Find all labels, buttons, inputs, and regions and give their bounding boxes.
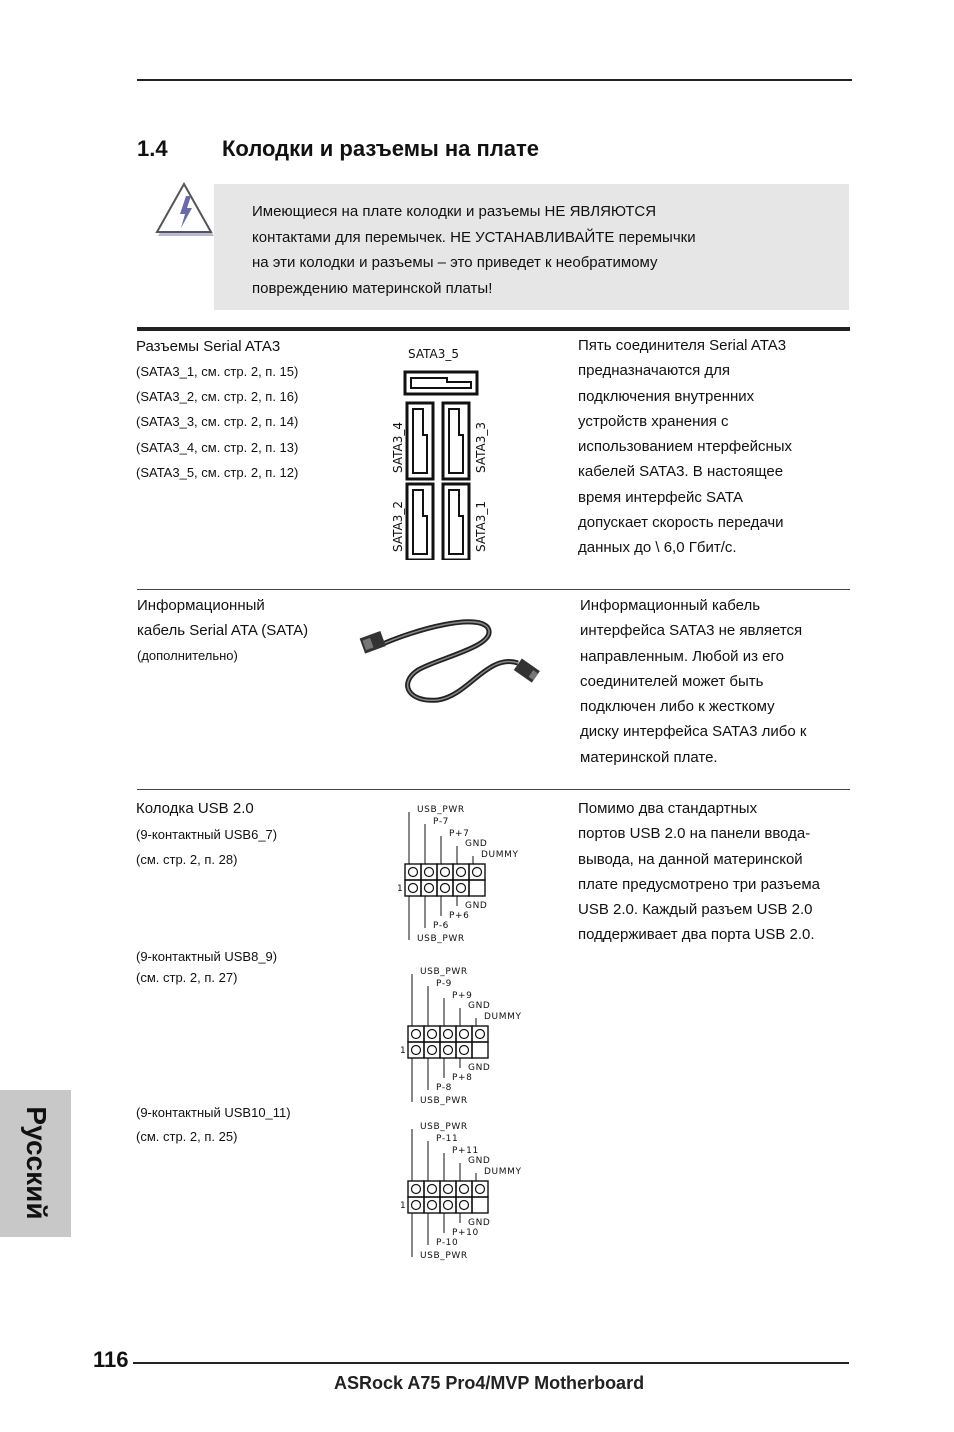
pin-cell: [472, 1026, 488, 1042]
pin-cell: [456, 1042, 472, 1058]
section-rule: [137, 327, 850, 331]
pin: [412, 1046, 421, 1055]
pin-label: GND: [468, 1218, 491, 1228]
pin: [428, 1185, 437, 1194]
sata-info: [136, 337, 298, 485]
pin-label: USB_PWR: [417, 805, 465, 815]
desc-line: Пять соединителя Serial ATA3: [578, 337, 787, 354]
pin-cell: [424, 1197, 440, 1213]
pin-cell: [421, 880, 437, 896]
pin-label: GND: [468, 1001, 491, 1011]
desc-line: использованием нтерфейсных: [578, 438, 793, 456]
usb-title: Колодка USB 2.0: [136, 800, 254, 817]
pin-cell: [408, 1042, 424, 1058]
sata-title: Разъемы Serial ATA3: [136, 338, 281, 355]
sata-label-3: SATA3_3: [474, 422, 488, 473]
pin-label: USB_PWR: [420, 967, 468, 977]
pin-cell: [405, 864, 421, 880]
pin-label: USB_PWR: [417, 934, 465, 944]
pin-cell: [408, 1181, 424, 1197]
warning-triangle-icon: [154, 182, 216, 240]
pin-cell: [437, 864, 453, 880]
pin: [460, 1201, 469, 1210]
pin: [444, 1030, 453, 1039]
pin-cell: [405, 880, 421, 896]
pin-label: P+8: [452, 1073, 473, 1083]
pin-label: P-7: [433, 817, 450, 827]
pin: [441, 868, 450, 877]
desc-line: подключен либо к жесткому: [580, 698, 775, 716]
pin-cell: [472, 1042, 488, 1058]
desc-line: предназначаются для: [578, 362, 731, 380]
pin-label: DUMMY: [484, 1167, 522, 1177]
pin-cell: [408, 1197, 424, 1213]
desc-line: портов USB 2.0 на панели ввода-: [578, 825, 811, 843]
pin: [409, 868, 418, 877]
language-tab-label: Русский: [21, 1106, 52, 1220]
pin-cell: [453, 880, 469, 896]
sata-connector-diagram: [385, 340, 495, 560]
desc-line: интерфейса SATA3 не является: [580, 622, 803, 640]
pin-cell: [453, 864, 469, 880]
sata-ref: (SATA3_5, см. стр. 2, п. 12): [136, 464, 299, 480]
desc-line: подключения внутренних: [578, 387, 755, 405]
pin: [444, 1046, 453, 1055]
pin: [476, 1185, 485, 1194]
desc-line: поддерживает два порта USB 2.0.: [578, 926, 815, 944]
pin-label: 1: [400, 1046, 407, 1056]
pin: [460, 1046, 469, 1055]
usb-ref-2: [136, 946, 277, 988]
pin-label: P-9: [436, 979, 453, 989]
top-rule: [137, 79, 852, 81]
pin-cell: [424, 1042, 440, 1058]
sata-label-4: SATA3_4: [391, 422, 405, 473]
pin-label: USB_PWR: [420, 1122, 468, 1132]
footer-rule: [133, 1362, 849, 1364]
desc-line: Информационный кабель: [580, 597, 761, 614]
sata-ref: (SATA3_4, см. стр. 2, п. 13): [136, 439, 299, 455]
sata-description: [578, 333, 848, 561]
desc-line: кабелей SATA3. В настоящее: [578, 463, 784, 481]
pin-cell: [440, 1197, 456, 1213]
cable-description: [580, 593, 850, 770]
sata-label-2: SATA3_2: [391, 501, 405, 552]
desc-line: время интерфейс SATA: [578, 488, 743, 506]
section-title: Колодки и разъемы на плате: [222, 136, 540, 161]
sata-label-5: SATA3_5: [408, 347, 459, 361]
pin: [428, 1201, 437, 1210]
desc-line: материнской плате.: [580, 748, 718, 766]
pin-label: USB_PWR: [420, 1251, 468, 1261]
cable-note: (дополнительно): [137, 647, 238, 663]
usb-info: [136, 797, 277, 872]
pin: [412, 1030, 421, 1039]
usb-header-diagram-2: [398, 962, 538, 1108]
pin-label: DUMMY: [484, 1012, 522, 1022]
footer-text: ASRock A75 Pro4/MVP Motherboard: [334, 1373, 645, 1393]
pin-label: P-6: [433, 921, 450, 931]
pin-cell: [424, 1026, 440, 1042]
pin-cell: [469, 864, 485, 880]
desc-line: допускает скорость передачи: [578, 514, 784, 532]
desc-line: USB 2.0. Каждый разъем USB 2.0: [578, 901, 813, 919]
sata-ref: (SATA3_2, см. стр. 2, п. 16): [136, 389, 299, 405]
pin-label: P+11: [452, 1146, 479, 1156]
usb-description: [578, 796, 853, 948]
pin: [476, 1030, 485, 1039]
usb-header-diagram-1: [395, 800, 535, 946]
pin-cell: [408, 1026, 424, 1042]
sata-ref: (SATA3_3, см. стр. 2, п. 14): [136, 414, 299, 430]
pin-label: GND: [465, 839, 488, 849]
pin: [457, 868, 466, 877]
usb-ref: (см. стр. 2, п. 28): [136, 852, 238, 868]
pin: [428, 1030, 437, 1039]
usb-ref: (9-контактный USB8_9): [136, 949, 278, 964]
pin-cell: [424, 1181, 440, 1197]
pin-cell: [421, 864, 437, 880]
usb-ref: (9-контактный USB6_7): [136, 827, 278, 842]
usb-ref: (9-контактный USB10_11): [136, 1105, 291, 1120]
pin-cell: [456, 1026, 472, 1042]
sata-cable-image: [358, 608, 548, 708]
pin-label: USB_PWR: [420, 1096, 468, 1106]
pin: [444, 1201, 453, 1210]
divider: [137, 789, 850, 790]
pin: [425, 868, 434, 877]
pin-label: P+6: [449, 911, 470, 921]
desc-line: вывода, на данной материнской: [578, 850, 803, 868]
pin-label: GND: [465, 901, 488, 911]
sata-ref: (SATA3_1, см. стр. 2, п. 15): [136, 364, 299, 379]
pin-cell: [440, 1026, 456, 1042]
pin-label: GND: [468, 1063, 491, 1073]
pin-label: P+10: [452, 1228, 479, 1238]
pin: [425, 884, 434, 893]
cable-title: Информационный: [137, 597, 265, 614]
pin-label: P-8: [436, 1083, 453, 1093]
pin: [441, 884, 450, 893]
cable-title: кабель Serial ATA (SATA): [137, 622, 309, 640]
pin-label: DUMMY: [481, 850, 519, 860]
usb-ref-3: [136, 1101, 291, 1149]
page-number: 116: [93, 1347, 129, 1372]
desc-line: направленным. Любой из его: [580, 647, 784, 665]
desc-line: устройств хранения с: [578, 412, 729, 430]
pin-cell: [440, 1042, 456, 1058]
divider: [137, 589, 850, 590]
usb-ref: (см. стр. 2, п. 25): [136, 1129, 238, 1144]
section-number: 1.4: [137, 136, 168, 161]
pin-label: 1: [397, 884, 404, 894]
pin-label: P-11: [436, 1134, 459, 1144]
desc-line: данных до \ 6,0 Гбит/с.: [578, 539, 737, 557]
pin-label: 1: [400, 1201, 407, 1211]
pin: [460, 1185, 469, 1194]
warning-line: контактами для перемычек. НЕ УСТАНАВЛИВАЙТЕ перемычки: [252, 228, 696, 246]
warning-text: [252, 199, 812, 301]
pin: [409, 884, 418, 893]
pin-cell: [469, 880, 485, 896]
pin-cell: [456, 1197, 472, 1213]
pin: [457, 884, 466, 893]
pin-cell: [440, 1181, 456, 1197]
usb-header-diagram-3: [398, 1117, 538, 1263]
desc-line: плате предусмотрено три разъема: [578, 875, 821, 893]
desc-line: Помимо два стандартных: [578, 800, 758, 817]
pin-cell: [456, 1181, 472, 1197]
pin: [473, 868, 482, 877]
pin-cell: [437, 880, 453, 896]
pin-label: P-10: [436, 1238, 459, 1248]
warning-line: Имеющиеся на плате колодки и разъемы НЕ ЯВЛЯЮТСЯ: [252, 203, 657, 220]
pin: [444, 1185, 453, 1194]
usb-ref: (см. стр. 2, п. 27): [136, 970, 238, 985]
pin: [412, 1201, 421, 1210]
desc-line: диску интерфейса SATA3 либо к: [580, 723, 807, 741]
pin-cell: [472, 1197, 488, 1213]
pin: [460, 1030, 469, 1039]
cable-info: [137, 593, 308, 668]
desc-line: соединителей может быть: [580, 672, 764, 690]
warning-line: на эти колодки и разъемы – это приведет к необратимому: [252, 254, 658, 271]
warning-line: повреждению материнской платы!: [252, 279, 493, 297]
pin-label: GND: [468, 1156, 491, 1166]
pin: [412, 1185, 421, 1194]
pin: [428, 1046, 437, 1055]
pin-cell: [472, 1181, 488, 1197]
sata-label-1: SATA3_1: [474, 501, 488, 552]
pin-label: P+7: [449, 829, 470, 839]
pin-label: P+9: [452, 991, 473, 1001]
